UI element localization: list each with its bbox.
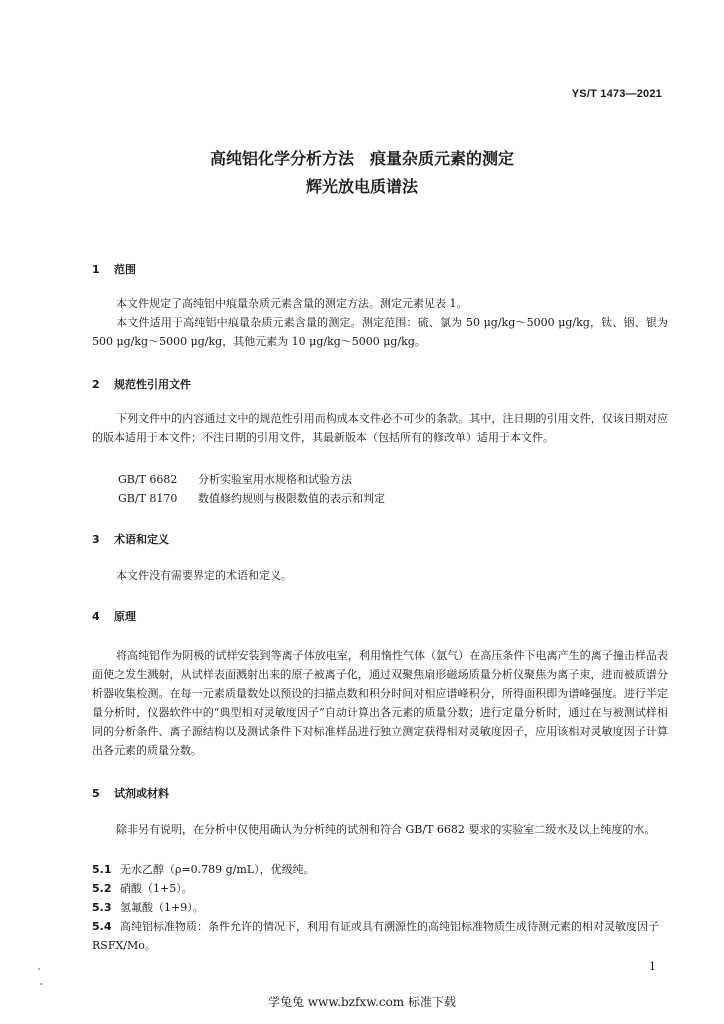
section-2-paragraph-1: [92, 409, 668, 447]
paragraph-text: 下列文件中的内容通过文中的规范性引用而构成本文件必不可少的条款。其中，注日期的引用文件，仅该日期对应的版本适用于本文件；不注日期的引用文件，其最新版本（包括所有的修改单）适用于本文件。: [92, 412, 668, 444]
section-title: 范围: [114, 263, 136, 276]
title-line-2: 辉光放电质谱法: [305, 177, 418, 196]
reference-code: GB/T 6682: [118, 473, 178, 486]
section-1-paragraph-1: [92, 294, 668, 313]
scan-speck: [40, 983, 42, 985]
section-3-heading: [92, 531, 169, 547]
section-5-heading: [92, 785, 169, 801]
section-4-heading: [92, 608, 136, 624]
section-4-paragraph-1: [92, 646, 668, 760]
page-number: 1: [649, 960, 656, 973]
item-number: 5.4: [92, 920, 112, 933]
item-number: 5.2: [92, 882, 112, 895]
reference-title: 分析实验室用水规格和试验方法: [198, 473, 352, 486]
item-text: 无水乙醇（ρ=0.789 g/mL），优级纯。: [120, 863, 315, 876]
paragraph-text: 除非另有说明，在分析中仅使用确认为分析纯的试剂和符合 GB/T 6682 要求的实验室二级水及以上纯度的水。: [116, 823, 656, 836]
list-item: [92, 917, 668, 955]
list-item: [92, 879, 668, 898]
paragraph-text: 本文件适用于高纯铝中痕量杂质元素含量的测定。测定范围：硫、氯为 50 μg/kg～5000 μg/kg，钛、铟、银为 500 μg/kg～5000 μg/kg，其他元素为 10 μg/kg～5000 μg/kg。: [92, 316, 668, 348]
item-text: 高纯铝标准物质：条件允许的情况下，利用有证或具有溯源性的高纯铝标准物质生成待测元素的相对灵敏度因子 RSFX/Mo。: [92, 920, 659, 952]
section-number: 1: [92, 263, 100, 276]
item-text: 硝酸（1+5）。: [120, 882, 193, 895]
normative-reference: [118, 489, 385, 508]
section-1-paragraph-2: [92, 313, 668, 351]
section-title: 原理: [114, 610, 136, 623]
document-title: [0, 145, 724, 201]
section-number: 4: [92, 610, 100, 623]
item-number: 5.1: [92, 863, 112, 876]
item-text: 氢氟酸（1+9）。: [120, 901, 204, 914]
section-5-paragraph-1: [92, 820, 668, 839]
reference-title: 数值修约规则与极限数值的表示和判定: [198, 492, 385, 505]
paragraph-text: 本文件规定了高纯铝中痕量杂质元素含量的测定方法。测定元素见表 1。: [116, 297, 468, 310]
section-number: 3: [92, 533, 100, 546]
section-number: 5: [92, 787, 100, 800]
section-2-heading: [92, 376, 191, 392]
item-number: 5.3: [92, 901, 112, 914]
section-3-paragraph-1: [92, 566, 668, 585]
scan-speck: [38, 968, 40, 970]
list-item: [92, 898, 668, 917]
section-number: 2: [92, 378, 100, 391]
section-title: 术语和定义: [114, 533, 169, 546]
paragraph-text: 将高纯铝作为阴极的试样安装到等离子体放电室，利用惰性气体（氩气）在高压条件下电离产生的离子撞击样品表面使之发生溅射，从试样表面溅射出来的原子被离子化，通过双聚焦扇形磁场质量分析仪聚焦为离子束，进而被质谱分析器收集检测。在每一元素质量数处以预设的扫描点数和积分时间对相应谱峰积分，所得面积即为谱峰强度。进行半定量分析时，仪器软件中的“典型相对灵敏度因子”自动计算出各元素的质量分数；进行定量分析时，通过在与被测试样相同的分析条件、离子源结构以及测试条件下对标准样品进行独立测定获得相对灵敏度因子，应用该相对灵敏度因子计算出各元素的质量分数。: [92, 649, 668, 757]
watermark-footer: 学兔兔 www.bzfxw.com 标准下载: [267, 995, 457, 1009]
list-item: [92, 860, 668, 879]
section-title: 规范性引用文件: [114, 378, 191, 391]
normative-reference: [118, 470, 352, 489]
section-title: 试剂或材料: [114, 787, 169, 800]
standard-code: YS/T 1473—2021: [571, 88, 662, 100]
title-line-1: 高纯铝化学分析方法 痕量杂质元素的测定: [209, 149, 514, 168]
reference-code: GB/T 8170: [118, 492, 178, 505]
section-1-heading: [92, 261, 136, 277]
paragraph-text: 本文件没有需要界定的术语和定义。: [116, 569, 292, 582]
